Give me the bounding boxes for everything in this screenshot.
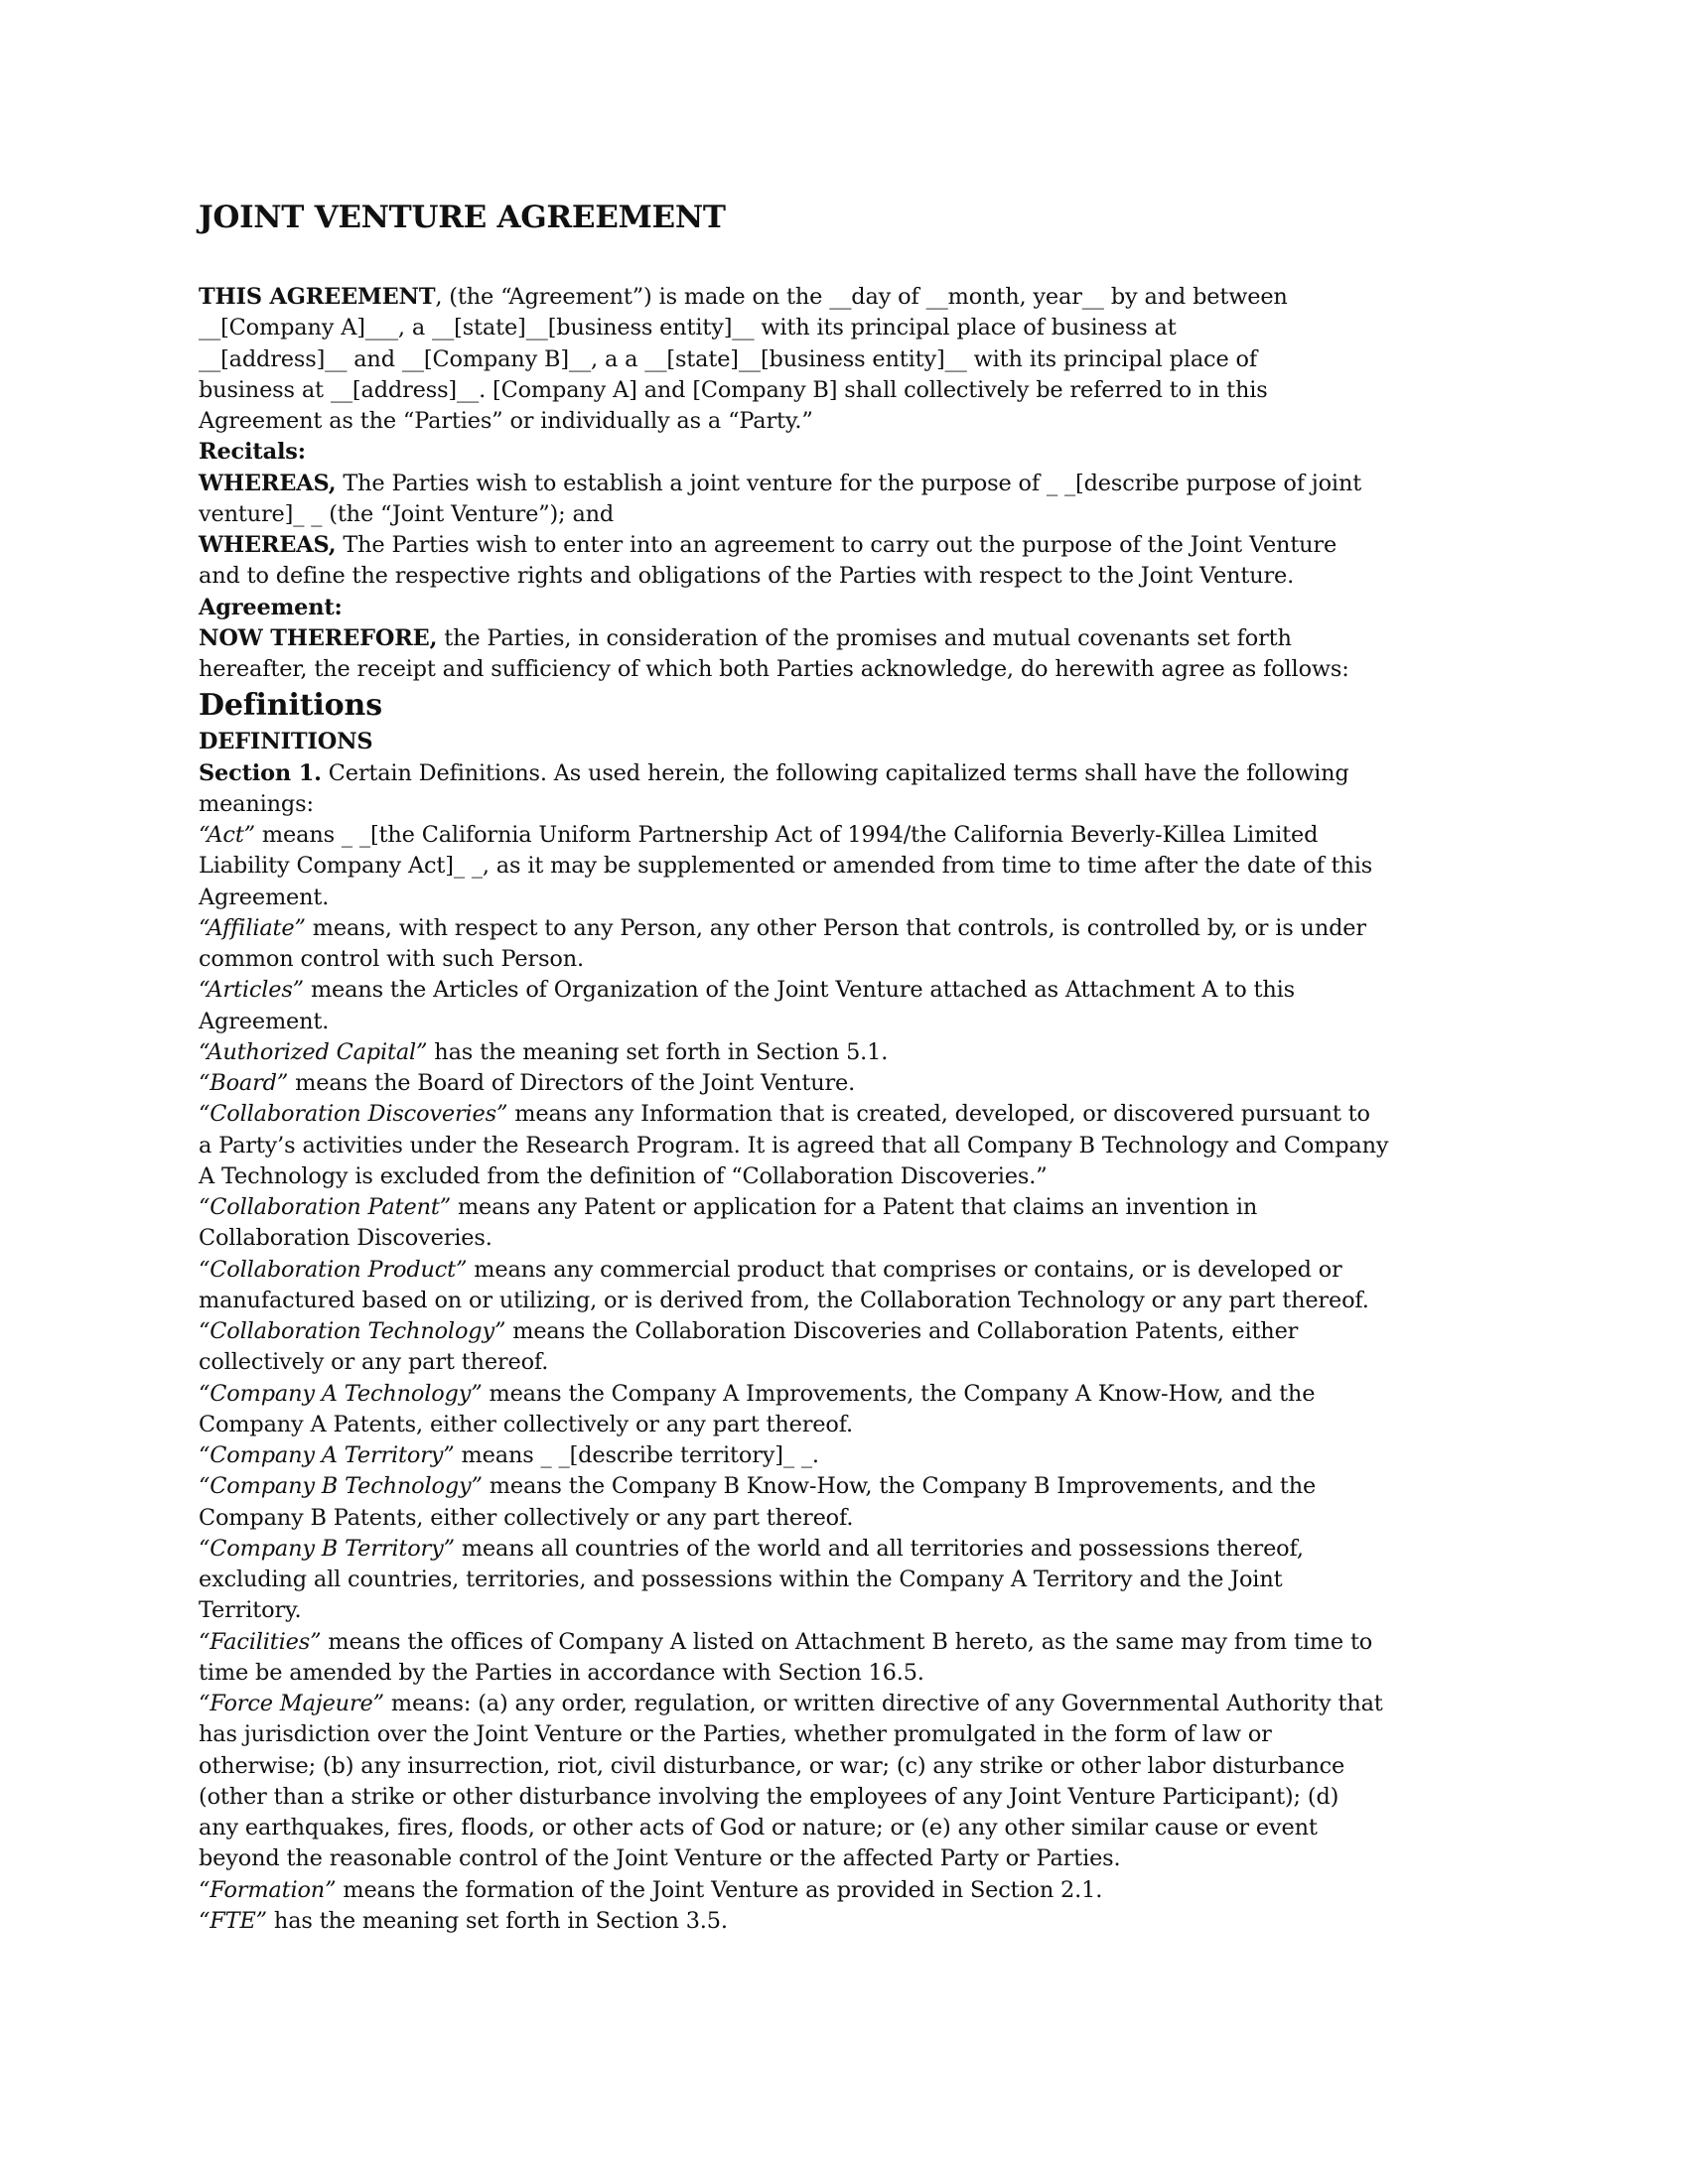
text-segment: means, with respect to any Person, any other Person that controls, is controlled by, or is under	[305, 914, 1366, 941]
text-line	[199, 1161, 1509, 1192]
definition-term-line	[199, 913, 1509, 944]
defined-term: “Company B Technology”	[199, 1473, 483, 1500]
text-segment: means the Company A Improvements, the Company A Know-How, and the	[482, 1380, 1316, 1407]
text-segment: a Party’s activities under the Research Program. It is agreed that all Company B Technology and Company	[199, 1132, 1389, 1159]
text-segment: The Parties wish to establish a joint venture for the purpose of _ _[describe purpose of joint	[336, 470, 1362, 496]
text-line	[199, 1658, 1509, 1689]
defined-term: “Collaboration Patent”	[199, 1194, 451, 1220]
text-segment: means the Company B Know-How, the Company B Improvements, and the	[482, 1473, 1317, 1500]
text-line	[199, 1782, 1509, 1813]
text-segment: Certain Definitions. As used herein, the following capitalized terms shall have the following	[321, 759, 1349, 786]
text-line	[199, 789, 1509, 820]
bold-lead-in: Agreement:	[199, 594, 343, 620]
text-segment: means _ _[the California Uniform Partnership Act of 1994/the California Beverly-Killea Limited	[254, 822, 1319, 848]
defined-term: “Collaboration Technology”	[199, 1318, 506, 1344]
text-segment: beyond the reasonable control of the Joint Venture or the affected Party or Parties.	[199, 1845, 1121, 1872]
text-line	[199, 499, 1509, 530]
text-line	[199, 883, 1509, 913]
text-segment: Company A Patents, either collectively or any part thereof.	[199, 1411, 854, 1437]
text-line	[199, 944, 1509, 975]
defined-term: “Facilities”	[199, 1628, 322, 1655]
text-segment: Collaboration Discoveries.	[199, 1225, 492, 1252]
definition-term-line	[199, 1192, 1509, 1223]
text-line	[199, 1410, 1509, 1440]
definition-term-line	[199, 1068, 1509, 1099]
text-line	[199, 758, 1509, 789]
text-segment: Territory.	[199, 1597, 302, 1624]
text-segment: Liability Company Act]_ _, as it may be supplemented or amended from time to time after the date of this	[199, 853, 1373, 880]
defined-term: “Company A Territory”	[199, 1442, 455, 1468]
text-line	[199, 469, 1509, 499]
text-segment: Company B Patents, either collectively or any part thereof.	[199, 1504, 854, 1531]
definition-term-line	[199, 1255, 1509, 1286]
text-line	[199, 313, 1509, 343]
text-segment: means the Articles of Organization of the Joint Venture attached as Attachment A to this	[303, 977, 1295, 1004]
defined-term: “Collaboration Discoveries”	[199, 1101, 508, 1128]
text-segment: , (the “Agreement”) is made on the __day of __month, year__ by and between	[435, 284, 1288, 310]
text-line	[199, 1131, 1509, 1161]
document-title: JOINT VENTURE AGREEMENT	[199, 200, 726, 235]
defined-term: “Collaboration Product”	[199, 1256, 468, 1283]
text-line	[199, 406, 1509, 437]
definition-term-line	[199, 975, 1509, 1006]
text-segment: A Technology is excluded from the definition of “Collaboration Discoveries.”	[199, 1162, 1048, 1189]
text-line	[199, 1286, 1509, 1316]
defined-term: “Act”	[199, 822, 255, 848]
text-line	[199, 1843, 1509, 1874]
text-segment: otherwise; (b) any insurrection, riot, civil disturbance, or war; (c) any strike or other labor disturbance	[199, 1752, 1345, 1779]
text-segment: __[address]__ and __[Company B]__, a a __[state]__[business entity]__ with its principal place of	[199, 345, 1257, 372]
text-segment: common control with such Person.	[199, 946, 584, 972]
section-heading	[199, 685, 1509, 727]
defined-term: “Affiliate”	[199, 914, 306, 941]
text-line	[199, 375, 1509, 406]
definition-term-line	[199, 1316, 1509, 1347]
text-line	[199, 1347, 1509, 1378]
text-segment: collectively or any part thereof.	[199, 1349, 549, 1376]
defined-term: “Company A Technology”	[199, 1380, 483, 1407]
text-line	[199, 561, 1509, 592]
defined-term: “Board”	[199, 1070, 289, 1096]
text-line	[199, 344, 1509, 375]
text-segment: the Parties, in consideration of the promises and mutual covenants set forth	[437, 624, 1292, 651]
text-line	[199, 1751, 1509, 1782]
bold-lead-in: Section 1.	[199, 759, 322, 786]
bold-lead-in: Recitals:	[199, 439, 306, 466]
text-line	[199, 1503, 1509, 1534]
definition-term-line	[199, 1379, 1509, 1410]
definition-term-line	[199, 1906, 1509, 1937]
text-line	[199, 623, 1509, 654]
text-segment: means the offices of Company A listed on Attachment B hereto, as the same may from time to	[321, 1628, 1373, 1655]
text-segment: manufactured based on or utilizing, or is derived from, the Collaboration Technology or any part thereof.	[199, 1287, 1369, 1313]
definition-term-line	[199, 1471, 1509, 1502]
text-segment: means the Collaboration Discoveries and Collaboration Patents, either	[505, 1318, 1299, 1344]
text-segment: means the Board of Directors of the Joint Venture.	[288, 1070, 856, 1096]
text-segment: __[Company A]___, a __[state]__[business entity]__ with its principal place of business at	[199, 315, 1177, 341]
text-segment: means _ _[describe territory]_ _.	[454, 1442, 819, 1468]
text-line	[199, 654, 1509, 685]
text-segment: means any Patent or application for a Patent that claims an invention in	[451, 1194, 1258, 1220]
definition-term-line	[199, 1099, 1509, 1130]
defined-term: “Company B Territory”	[199, 1535, 455, 1562]
section-label	[199, 593, 1509, 623]
bold-lead-in: WHEREAS,	[199, 532, 337, 558]
text-segment: (other than a strike or other disturbance involving the employees of any Joint Venture Participant); (d)	[199, 1783, 1339, 1810]
text-segment: means the formation of the Joint Venture as provided in Section 2.1.	[336, 1876, 1103, 1903]
text-segment: and to define the respective rights and obligations of the Parties with respect to the Joint Venture.	[199, 563, 1295, 590]
definition-term-line	[199, 820, 1509, 851]
section-label	[199, 437, 1509, 468]
bold-lead-in: DEFINITIONS	[199, 729, 373, 755]
text-segment: Agreement.	[199, 884, 330, 910]
text-line	[199, 1223, 1509, 1254]
defined-term: “Formation”	[199, 1876, 337, 1903]
text-segment: business at __[address]__. [Company A] and [Company B] shall collectively be referred to in this	[199, 376, 1268, 403]
text-segment: Agreement as the “Parties” or individually as a “Party.”	[199, 408, 813, 434]
definition-term-line	[199, 1534, 1509, 1565]
definition-term-line	[199, 1689, 1509, 1719]
text-segment: means all countries of the world and all territories and possessions thereof,	[454, 1535, 1304, 1562]
text-segment: excluding all countries, territories, and possessions within the Company A Territory and the Joint	[199, 1567, 1283, 1592]
document-body	[199, 282, 1509, 1937]
text-line	[199, 530, 1509, 561]
definition-term-line	[199, 1875, 1509, 1906]
text-segment: has the meaning set forth in Section 3.5.	[266, 1907, 728, 1934]
text-line	[199, 851, 1509, 882]
text-segment: has jurisdiction over the Joint Venture or the Parties, whether promulgated in the form of law or	[199, 1721, 1272, 1748]
bold-lead-in: WHEREAS,	[199, 470, 337, 496]
text-segment: has the meaning set forth in Section 5.1.	[427, 1038, 889, 1065]
text-segment: means any Information that is created, developed, or discovered pursuant to	[507, 1101, 1370, 1128]
text-segment: Definitions	[199, 688, 382, 724]
text-line	[199, 1719, 1509, 1750]
text-segment: meanings:	[199, 790, 314, 817]
defined-term: “FTE”	[199, 1907, 267, 1934]
text-segment: any earthquakes, fires, floods, or other acts of God or nature; or (e) any other similar cause or event	[199, 1815, 1318, 1841]
defined-term: “Authorized Capital”	[199, 1038, 428, 1065]
definition-term-line	[199, 1627, 1509, 1658]
bold-lead-in: NOW THEREFORE,	[199, 624, 438, 651]
defined-term: “Articles”	[199, 977, 304, 1004]
text-segment: Agreement.	[199, 1008, 330, 1034]
text-line	[199, 1007, 1509, 1037]
text-segment: venture]_ _ (the “Joint Venture”); and	[199, 500, 615, 527]
text-segment: means any commercial product that comprises or contains, or is developed or	[467, 1256, 1342, 1283]
text-segment: The Parties wish to enter into an agreement to carry out the purpose of the Joint Venture	[336, 532, 1337, 558]
section-label	[199, 727, 1509, 757]
definition-term-line	[199, 1440, 1509, 1471]
definition-term-line	[199, 1037, 1509, 1068]
bold-lead-in: THIS AGREEMENT	[199, 284, 436, 310]
text-line	[199, 1813, 1509, 1843]
text-segment: hereafter, the receipt and sufficiency of which both Parties acknowledge, do herewith agree as follows:	[199, 656, 1349, 682]
text-line	[199, 1565, 1509, 1595]
text-line	[199, 282, 1509, 313]
text-segment: time be amended by the Parties in accordance with Section 16.5.	[199, 1659, 924, 1686]
text-segment: means: (a) any order, regulation, or written directive of any Governmental Authority that	[383, 1691, 1383, 1716]
text-line	[199, 1595, 1509, 1626]
defined-term: “Force Majeure”	[199, 1691, 384, 1716]
